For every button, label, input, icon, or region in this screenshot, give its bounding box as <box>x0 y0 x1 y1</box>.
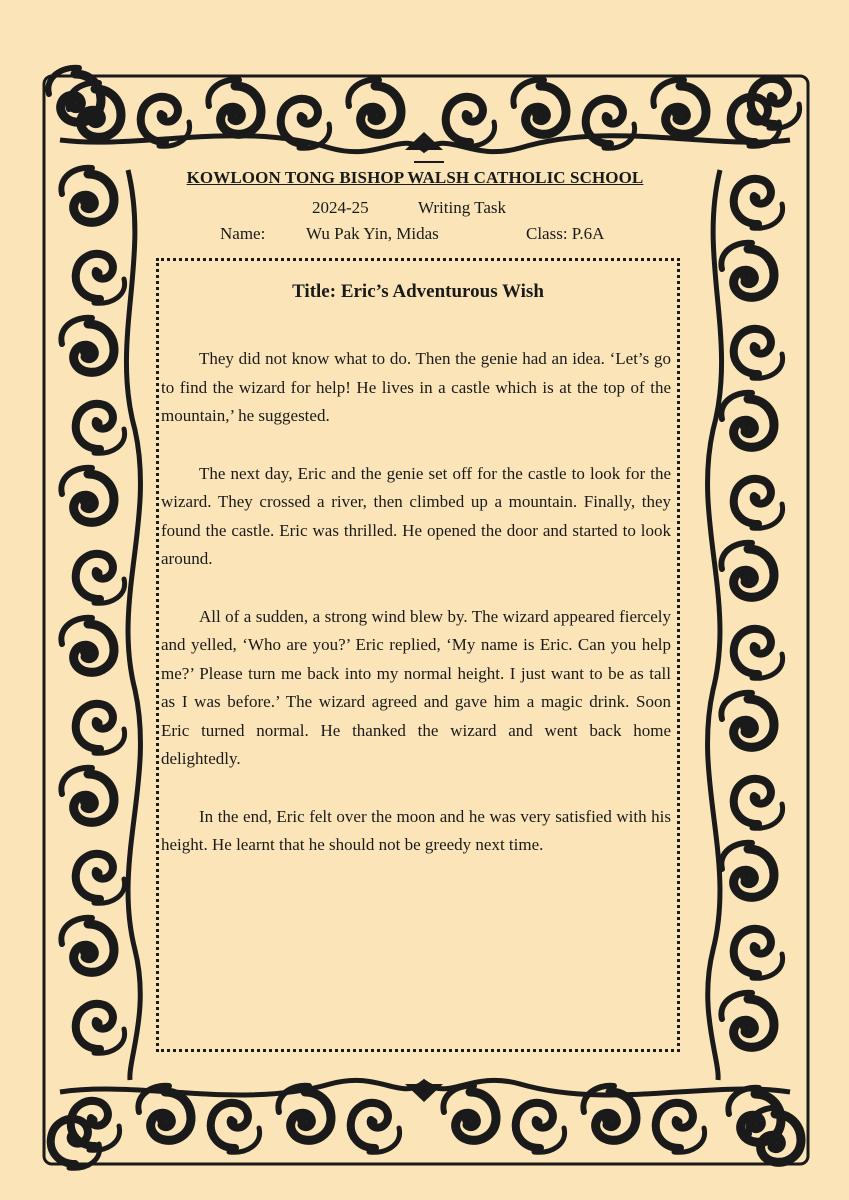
essay-paragraph: They did not know what to do. Then the genie had an idea. ‘Let’s go to find the wizard for help! He lives in a castle which is at the top of the mountain,’ he suggested. <box>161 349 671 425</box>
school-name: KOWLOON TONG BISHOP WALSH CATHOLIC SCHOOL <box>186 168 644 187</box>
essay-paragraph: In the end, Eric felt over the moon and he was very satisfied with his height. He learnt that he should not be greedy next time. <box>161 806 671 854</box>
class-label: Class: P.6A <box>526 224 605 243</box>
essay-paragraph: The next day, Eric and the genie set off for the castle to look for the wizard. They crossed a river, then climbed up a mountain. Finally, they found the castle. Eric was thrilled. He opened the door and started to look around. <box>161 463 671 568</box>
worksheet-header <box>150 168 680 188</box>
essay-title: Title: Eric’s Adventurous Wish <box>292 281 544 302</box>
essay-paragraph: All of a sudden, a strong wind blew by. The wizard appeared fiercely and yelled, ‘Who are you?’ Eric replied, ‘My name is Eric. Can you help me?’ Please turn me back into my normal height. I just want to be as tall as I was before.’ The wizard agreed and gave him a magic drink. Soon Eric turned normal. He thanked the wizard and went back home delightedly. <box>161 606 671 768</box>
student-name: Wu Pak Yin, Midas <box>306 224 439 243</box>
name-label: Name: <box>220 224 266 243</box>
header-decor-line <box>414 161 444 163</box>
school-year: 2024-25 <box>312 198 369 217</box>
task-type: Writing Task <box>418 198 506 217</box>
essay-body <box>161 345 671 889</box>
